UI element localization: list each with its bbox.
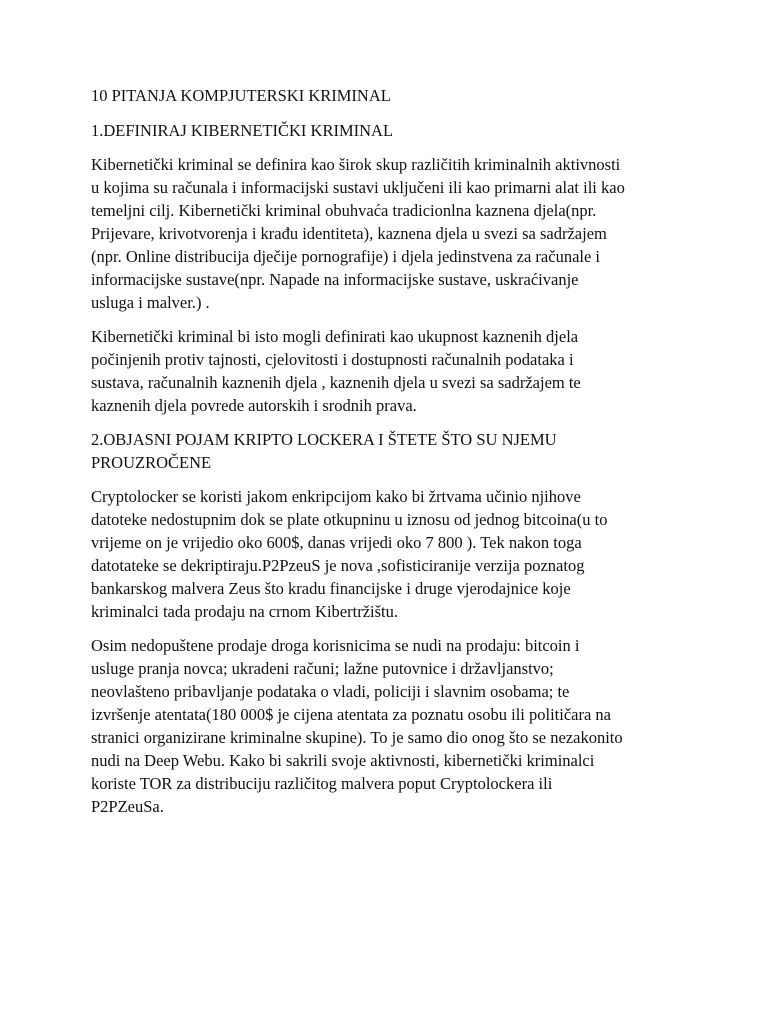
section-2-heading xyxy=(91,428,691,474)
section-1-paragraph-1 xyxy=(91,153,691,314)
text-line: temeljni cilj. Kibernetički kriminal obuhvaća tradicionlna kaznena djela(npr. xyxy=(91,201,597,220)
text-line: stranici organizirane kriminalne skupine). To je samo dio onog što se nezakonito xyxy=(91,728,623,747)
document-body xyxy=(91,84,691,829)
text-line: datoteke nedostupnim dok se plate otkupninu u iznosu od jednog bitcoina(u to xyxy=(91,510,608,529)
text-line: bankarskog malvera Zeus što kradu financijske i druge vjerodajnice koje xyxy=(91,579,571,598)
text-line: P2PZeuSa. xyxy=(91,797,164,816)
text-line: vrijeme on je vrijedio oko 600$, danas vrijedi oko 7 800 ). Tek nakon toga xyxy=(91,533,582,552)
text-line: izvršenje atentata(180 000$ je cijena atentata za poznatu osobu ili političara na xyxy=(91,705,611,724)
text-line: informacijske sustave(npr. Napade na informacijske sustave, uskraćivanje xyxy=(91,270,579,289)
text-line: datotateke se dekriptiraju.P2PzeuS je nova ,sofisticiranije verzija poznatog xyxy=(91,556,585,575)
text-line: Cryptolocker se koristi jakom enkripcijom kako bi žrtvama učinio njihove xyxy=(91,487,581,506)
section-2-paragraph-1 xyxy=(91,485,691,623)
text-line: Kibernetički kriminal bi isto mogli definirati kao ukupnost kaznenih djela xyxy=(91,327,579,346)
text-line: sustava, računalnih kaznenih djela , kaznenih djela u svezi sa sadržajem te xyxy=(91,373,581,392)
text-line: Prijevare, krivotvorenja i krađu identiteta), kaznena djela u svezi sa sadržajem xyxy=(91,224,607,243)
text-line: usluge pranja novca; ukradeni računi; lažne putovnice i državljanstvo; xyxy=(91,659,554,678)
heading-line: 2.OBJASNI POJAM KRIPTO LOCKERA I ŠTETE ŠTO SU NJEMU xyxy=(91,430,557,449)
text-line: kriminalci tada prodaju na crnom Kibertržištu. xyxy=(91,602,398,621)
text-line: (npr. Online distribucija dječije pornografije) i djela jedinstvena za računale i xyxy=(91,247,601,266)
section-1-paragraph-2 xyxy=(91,325,691,417)
document-title: 10 PITANJA KOMPJUTERSKI KRIMINAL xyxy=(91,86,391,105)
text-line: koriste TOR za distribuciju različitog malvera poput Cryptolockera ili xyxy=(91,774,553,793)
text-line: Osim nedopuštene prodaje droga korisnicima se nudi na prodaju: bitcoin i xyxy=(91,636,580,655)
text-line: kaznenih djela povrede autorskih i srodnih prava. xyxy=(91,396,417,415)
text-line: usluga i malver.) . xyxy=(91,293,210,312)
heading-line: PROUZROČENE xyxy=(91,453,212,472)
text-line: počinjenih protiv tajnosti, cjelovitosti i dostupnosti računalnih podataka i xyxy=(91,350,574,369)
text-line: neovlašteno pribavljanje podataka o vladi, policiji i slavnim osobama; te xyxy=(91,682,570,701)
section-1-heading: 1.DEFINIRAJ KIBERNETIČKI KRIMINAL xyxy=(91,121,394,140)
text-line: u kojima su računala i informacijski sustavi uključeni ili kao primarni alat ili kao xyxy=(91,178,625,197)
text-line: Kibernetički kriminal se definira kao širok skup različitih kriminalnih aktivnosti xyxy=(91,155,621,174)
section-2-paragraph-2 xyxy=(91,634,691,818)
text-line: nudi na Deep Webu. Kako bi sakrili svoje aktivnosti, kibernetički kriminalci xyxy=(91,751,595,770)
